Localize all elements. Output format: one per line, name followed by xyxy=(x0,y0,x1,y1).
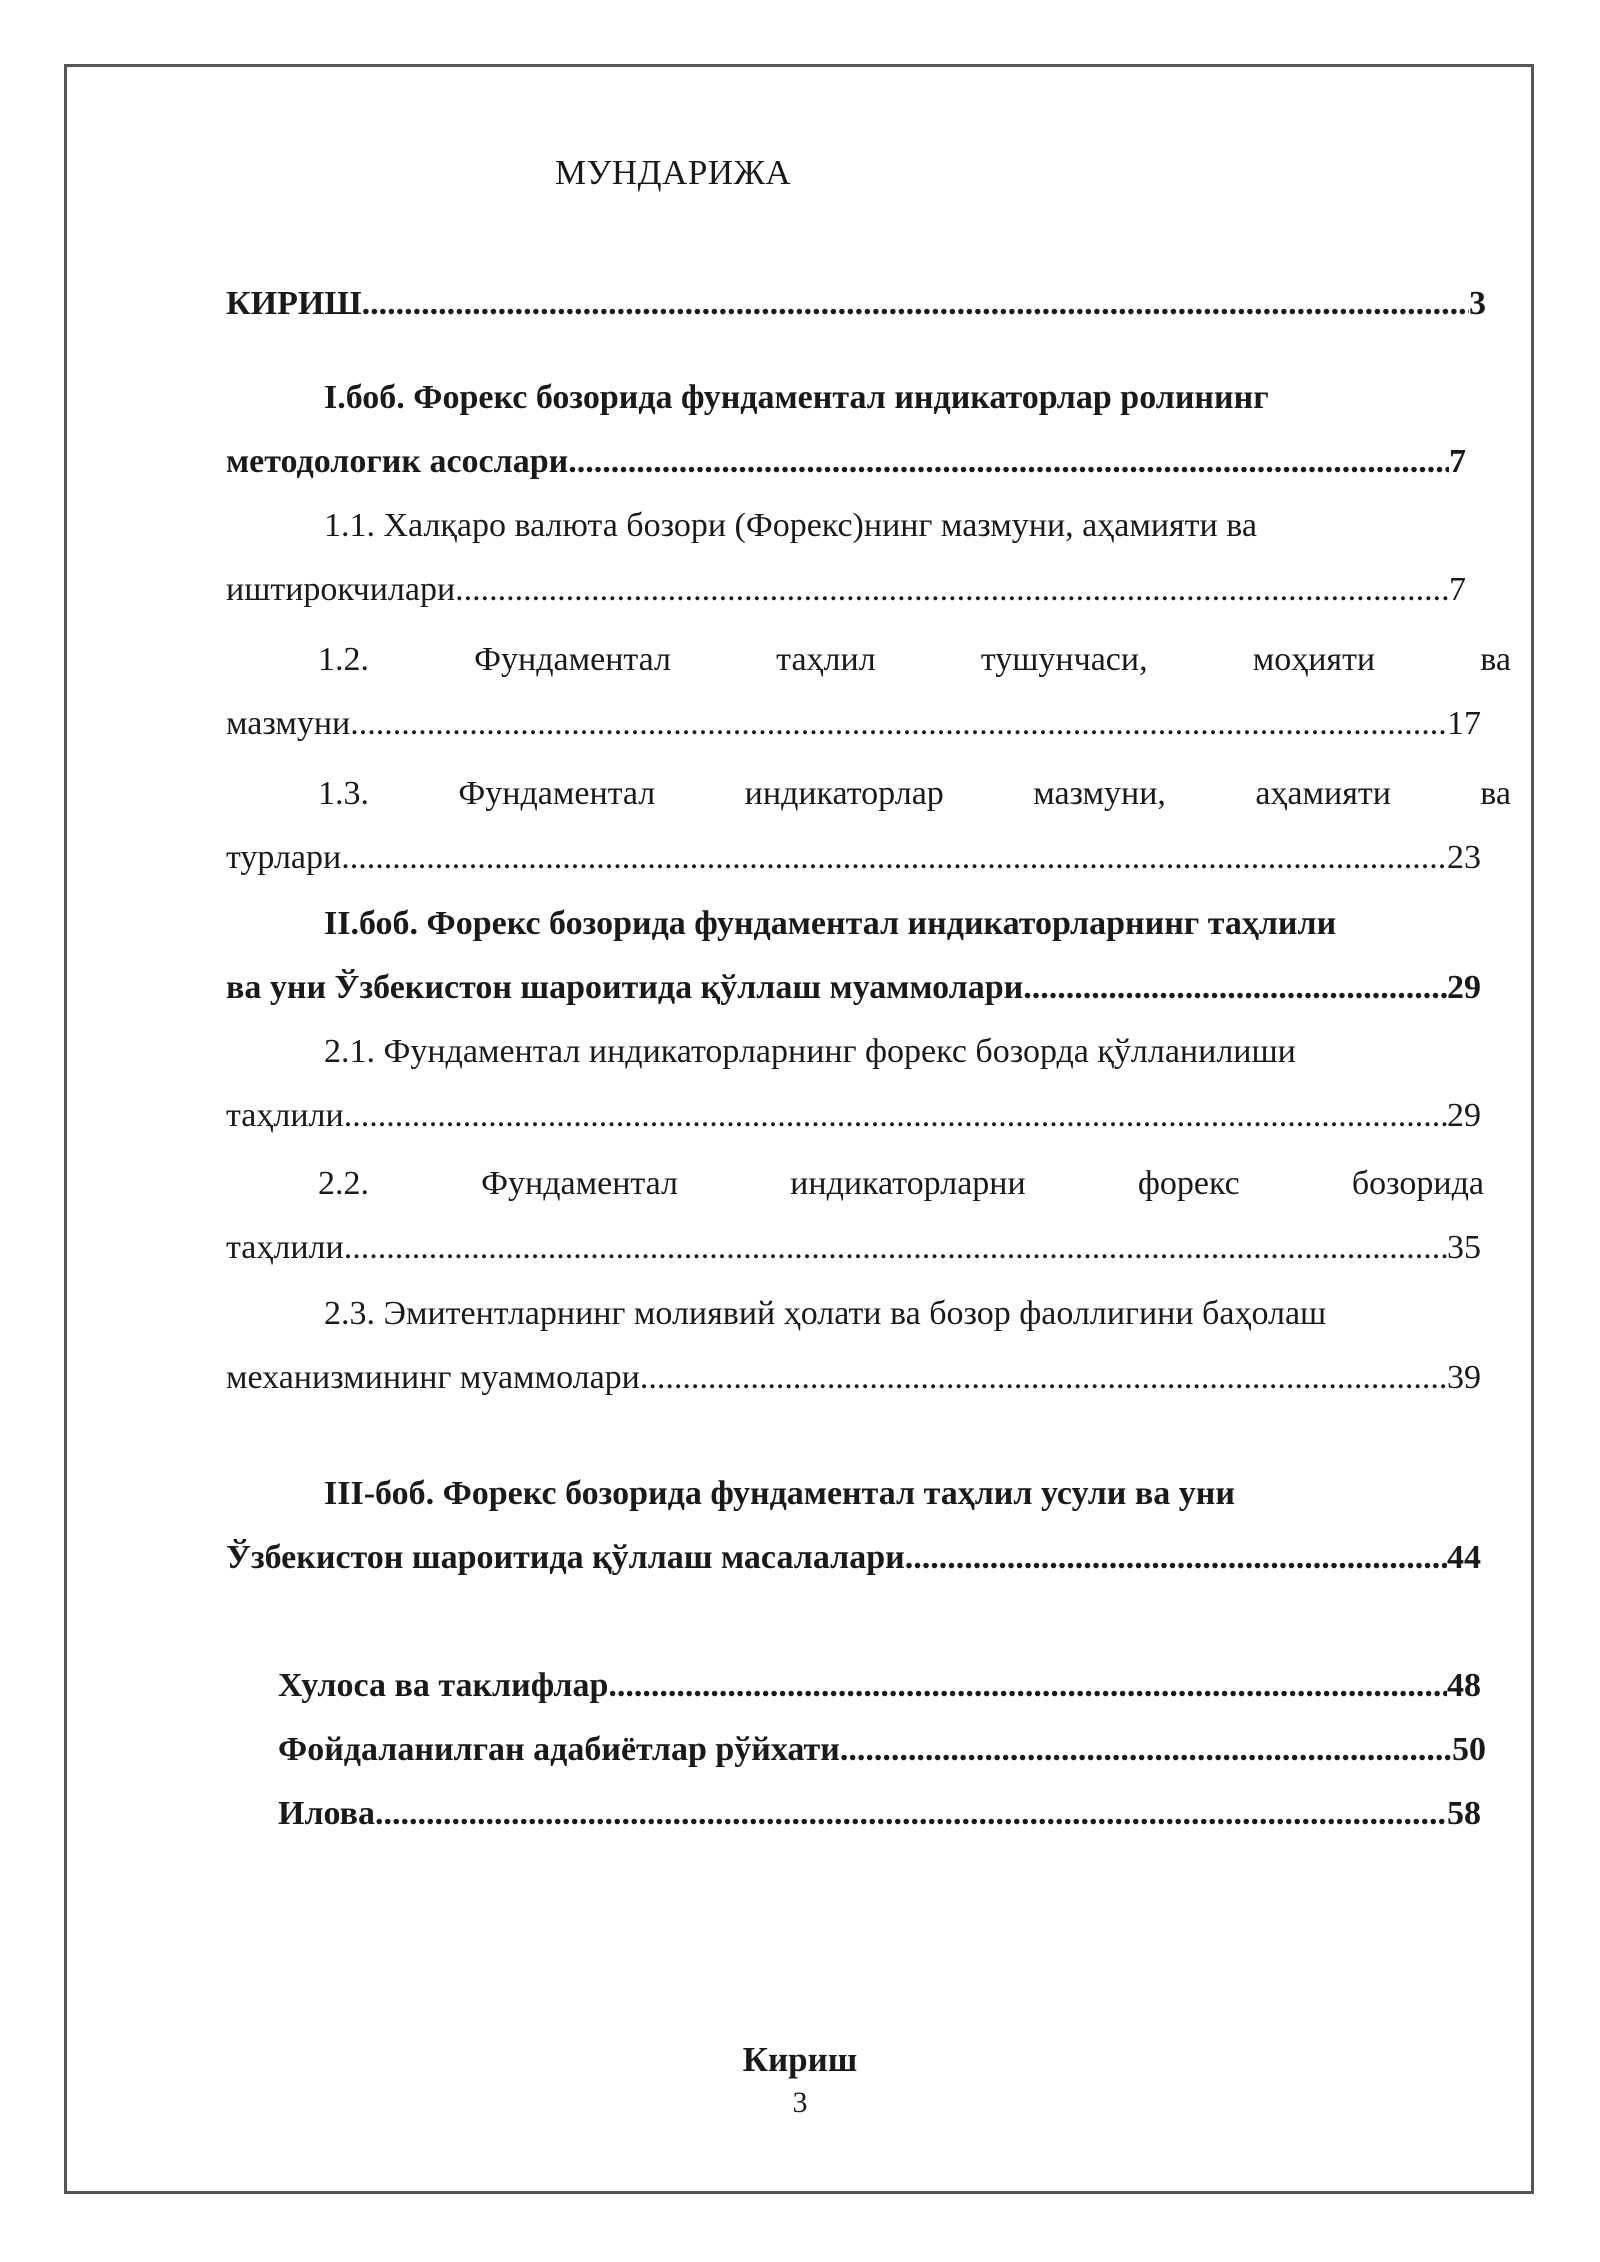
toc-page-number: 23 xyxy=(1447,839,1481,876)
toc-entry-text: 1.1. Халқаро валюта бозори (Форекс)нинг мазмуни, аҳамияти ва xyxy=(324,507,1257,544)
toc-word: 2.2. xyxy=(318,1165,369,1202)
toc-word: аҳамияти xyxy=(1255,775,1391,812)
toc-entry-text xyxy=(226,762,1511,826)
toc-entry-section-1-3[interactable] xyxy=(226,762,1511,890)
toc-entry-text: III-боб. Форекс бозорида фундаментал таҳлил усули ва уни xyxy=(324,1475,1235,1512)
toc-word: ва xyxy=(1480,775,1511,812)
toc-word: индикаторларни xyxy=(790,1165,1026,1202)
toc-word: ва xyxy=(1480,641,1511,678)
toc-page-number: 39 xyxy=(1447,1359,1481,1396)
toc-page-number: 50 xyxy=(1452,1731,1486,1768)
toc-entry-appendix[interactable] xyxy=(278,1782,1481,1846)
toc-entry-text: II.боб. Форекс бозорида фундаментал индикаторларнинг таҳлили xyxy=(324,905,1337,942)
toc-entry-text: механизмининг муаммолари xyxy=(226,1359,640,1396)
toc-entry-text: мазмуни xyxy=(226,705,351,742)
leader-dots xyxy=(608,1654,1447,1718)
toc-entry-section-1-1[interactable] xyxy=(226,494,1511,622)
toc-word: мазмуни, xyxy=(1033,775,1166,812)
leader-dots xyxy=(375,1782,1447,1846)
page-title: МУНДАРИЖА xyxy=(555,153,792,192)
leader-dots xyxy=(344,1084,1447,1148)
toc-entry-section-2-2[interactable] xyxy=(226,1152,1511,1280)
toc-page-number: 7 xyxy=(1449,571,1466,608)
toc-page-number: 29 xyxy=(1447,969,1481,1006)
toc-word: Фундаментал xyxy=(481,1165,679,1202)
leader-dots xyxy=(640,1346,1447,1410)
toc-entry-text: ва уни Ўзбекистон шароитида қўллаш муаммолари xyxy=(226,969,1024,1006)
toc-page-number: 58 xyxy=(1447,1795,1481,1832)
toc-word: форекс xyxy=(1137,1165,1240,1202)
toc-entry-chapter-3[interactable] xyxy=(226,1462,1511,1590)
toc-page-number: 48 xyxy=(1447,1667,1481,1704)
toc-page-number: 29 xyxy=(1447,1097,1481,1134)
toc-entry-references[interactable] xyxy=(278,1718,1486,1782)
toc-word: 1.3. xyxy=(318,775,369,812)
page-number: 3 xyxy=(792,2086,808,2119)
leader-dots xyxy=(341,826,1447,890)
toc-entry-text: 2.1. Фундаментал индикаторларнинг форекс бозорда қўлланилиши xyxy=(324,1033,1296,1070)
toc-word: Фундаментал xyxy=(474,641,672,678)
leader-dots xyxy=(568,430,1449,494)
toc-page-number: 7 xyxy=(1449,443,1466,480)
toc-entry-text: таҳлили xyxy=(226,1229,344,1266)
toc-entry-text: таҳлили xyxy=(226,1097,344,1134)
toc-entry-text: I.боб. Форекс бозорида фундаментал индикаторлар ролининг xyxy=(324,379,1269,416)
toc-entry-text: 2.3. Эмитентларнинг молиявий ҳолати ва бозор фаоллигини баҳолаш xyxy=(324,1295,1327,1332)
toc-entry-intro[interactable] xyxy=(226,272,1511,336)
leader-dots xyxy=(455,558,1449,622)
toc-entry-text: КИРИШ xyxy=(226,285,362,322)
next-section-heading: Кириш xyxy=(742,2040,858,2079)
toc-entry-text: Ўзбекистон шароитида қўллаш масалалари xyxy=(226,1539,905,1576)
toc-word: тушунчаси, xyxy=(980,641,1148,678)
leader-dots xyxy=(362,272,1469,336)
toc-entry-text: иштирокчилари xyxy=(226,571,456,608)
toc-entry-text xyxy=(226,1152,1484,1216)
toc-entry-text: турлари xyxy=(226,839,342,876)
toc-word: Фундаментал xyxy=(458,775,656,812)
toc-entry-section-2-3[interactable] xyxy=(226,1282,1511,1410)
toc-word: бозорида xyxy=(1351,1165,1484,1202)
toc-page-number: 3 xyxy=(1469,285,1486,322)
leader-dots xyxy=(1023,956,1447,1020)
toc-entry-text: Илова xyxy=(278,1795,376,1832)
toc-entry-section-1-2[interactable] xyxy=(226,628,1511,756)
leader-dots xyxy=(350,692,1447,756)
toc-entry-text: Фойдаланилган адабиётлар рўйхати xyxy=(278,1731,840,1768)
toc-word: индикаторлар xyxy=(744,775,944,812)
toc-entry-text: методологик асослари xyxy=(226,443,569,480)
toc-entry-chapter-1[interactable] xyxy=(226,366,1511,494)
toc-page-number: 35 xyxy=(1447,1229,1481,1266)
toc-word: 1.2. xyxy=(318,641,369,678)
leader-dots xyxy=(344,1216,1447,1280)
leader-dots xyxy=(840,1718,1452,1782)
toc-entry-section-2-1[interactable] xyxy=(226,1020,1511,1148)
toc-word: таҳлил xyxy=(776,641,876,678)
toc-word: моҳияти xyxy=(1252,641,1376,678)
toc-entry-conclusion[interactable] xyxy=(278,1654,1481,1718)
toc-entry-chapter-2[interactable] xyxy=(226,892,1511,1020)
leader-dots xyxy=(905,1526,1447,1590)
toc-page-number: 44 xyxy=(1447,1539,1481,1576)
toc-entry-text: Хулоса ва таклифлар xyxy=(278,1667,609,1704)
toc-page-number: 17 xyxy=(1447,705,1481,742)
toc-entry-text xyxy=(226,628,1511,692)
